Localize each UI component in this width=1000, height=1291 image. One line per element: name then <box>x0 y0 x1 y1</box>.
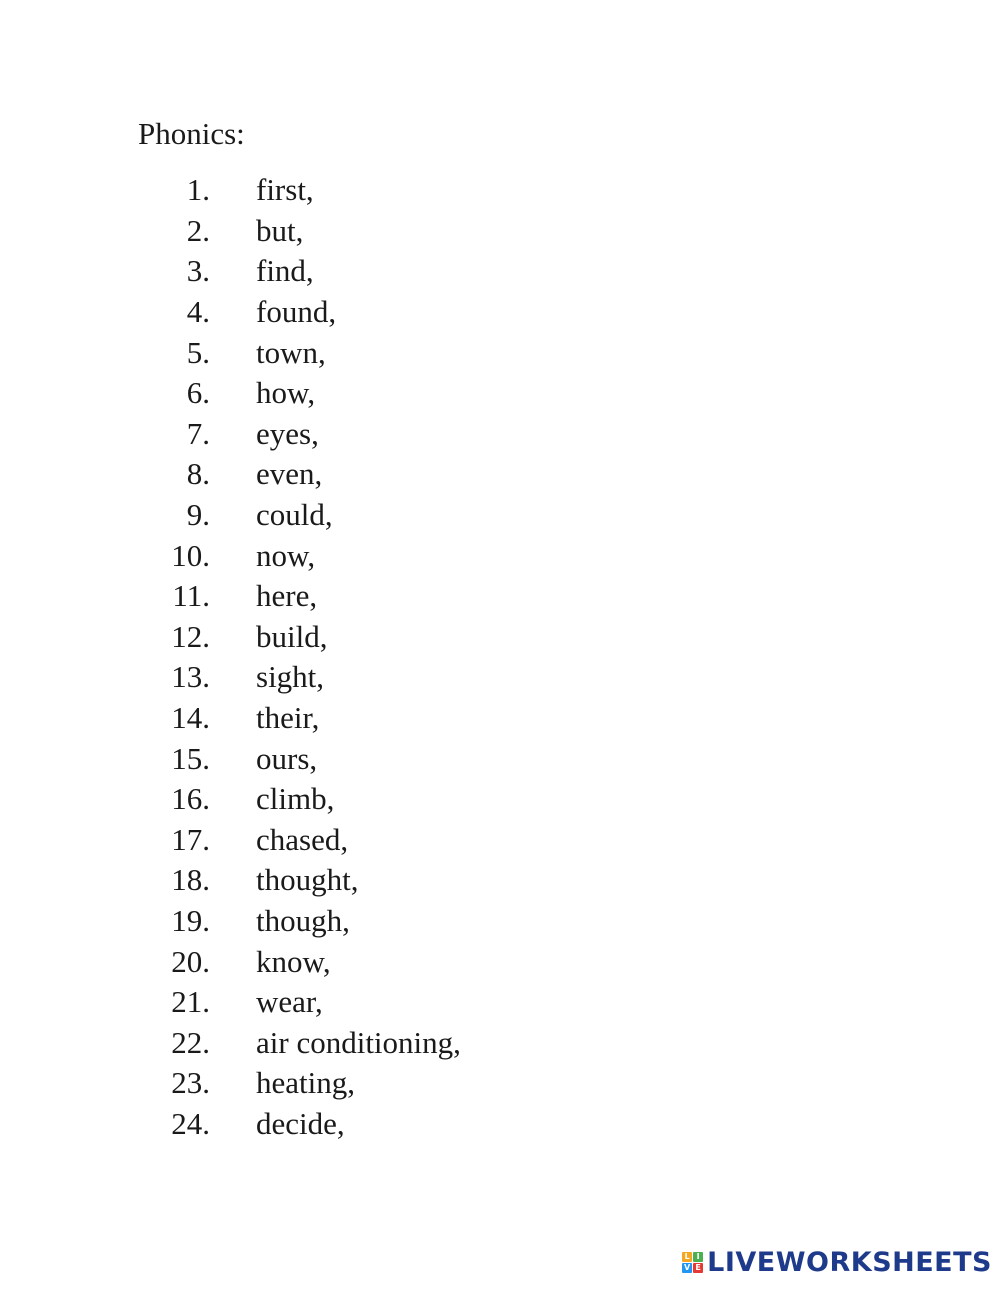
list-item-number: 21. <box>171 984 210 1020</box>
list-item-number: 8. <box>186 456 210 492</box>
list-item <box>138 454 461 495</box>
page-title: Phonics: <box>138 116 245 151</box>
list-item-word: could, <box>256 497 333 533</box>
list-item-word: wear, <box>256 984 323 1020</box>
list-item-word: here, <box>256 578 318 614</box>
list-item <box>138 373 461 414</box>
list-item <box>138 495 461 536</box>
list-item <box>138 657 461 698</box>
list-item-number: 14. <box>171 700 210 736</box>
list-item <box>138 860 461 901</box>
list-item-number: 2. <box>186 212 210 248</box>
list-item <box>138 901 461 942</box>
list-item-word: though, <box>256 902 350 938</box>
logo-mark-cell: L <box>682 1252 692 1262</box>
list-item <box>138 1022 461 1063</box>
list-item-word: thought, <box>256 862 359 898</box>
list-item <box>138 332 461 373</box>
list-item-word: found, <box>256 294 337 330</box>
list-item <box>138 1063 461 1104</box>
list-item <box>138 576 461 617</box>
list-item-number: 10. <box>171 537 210 573</box>
phonics-word-list <box>138 170 461 1144</box>
list-item <box>138 779 461 820</box>
list-item-number: 11. <box>172 578 210 614</box>
list-item-number: 12. <box>171 618 210 654</box>
list-item-word: ours, <box>256 740 318 776</box>
logo-mark-cell: I <box>693 1252 703 1262</box>
list-item-number: 24. <box>171 1105 210 1141</box>
list-item <box>138 738 461 779</box>
list-item <box>138 982 461 1023</box>
list-item-number: 13. <box>171 659 210 695</box>
list-item <box>138 698 461 739</box>
list-item-number: 5. <box>186 334 210 370</box>
list-item-word: but, <box>256 212 304 248</box>
list-item <box>138 617 461 658</box>
list-item <box>138 414 461 455</box>
list-item-word: first, <box>256 172 314 208</box>
list-item-number: 19. <box>171 902 210 938</box>
list-item-number: 15. <box>171 740 210 776</box>
list-item-word: decide, <box>256 1105 345 1141</box>
list-item <box>138 211 461 252</box>
list-item-word: even, <box>256 456 323 492</box>
list-item-word: build, <box>256 618 328 654</box>
list-item-number: 18. <box>171 862 210 898</box>
list-item-number: 9. <box>186 497 210 533</box>
logo-text: LIVEWORKSHEETS <box>707 1246 992 1278</box>
list-item-number: 20. <box>171 943 210 979</box>
list-item <box>138 535 461 576</box>
list-item-word: climb, <box>256 781 335 817</box>
liveworksheets-logo <box>682 1247 992 1277</box>
list-item-number: 23. <box>171 1065 210 1101</box>
list-item-word: town, <box>256 334 326 370</box>
logo-mark-cell: V <box>684 1262 691 1272</box>
list-item-word: sight, <box>256 659 325 695</box>
list-item-number: 1. <box>186 172 210 208</box>
list-item-word: know, <box>256 943 331 979</box>
logo-mark-icon <box>682 1252 703 1273</box>
list-item <box>138 251 461 292</box>
list-item-number: 6. <box>186 375 210 411</box>
list-item-word: eyes, <box>256 415 319 451</box>
list-item <box>138 941 461 982</box>
list-item-number: 22. <box>171 1024 210 1060</box>
list-item <box>138 170 461 211</box>
list-item-number: 3. <box>186 253 210 289</box>
list-item-word: now, <box>256 537 316 573</box>
list-item-number: 16. <box>171 781 210 817</box>
list-item <box>138 1104 461 1145</box>
list-item-number: 7. <box>186 415 210 451</box>
list-item-word: their, <box>256 700 320 736</box>
list-item-number: 17. <box>171 821 210 857</box>
list-item-word: chased, <box>256 821 349 857</box>
logo-mark-cell: E <box>693 1263 703 1273</box>
list-item-word: how, <box>256 375 316 411</box>
list-item <box>138 820 461 861</box>
list-item-word: air conditioning, <box>256 1024 461 1060</box>
list-item <box>138 292 461 333</box>
list-item-word: heating, <box>256 1065 355 1101</box>
list-item-number: 4. <box>186 294 210 330</box>
list-item-word: find, <box>256 253 314 289</box>
